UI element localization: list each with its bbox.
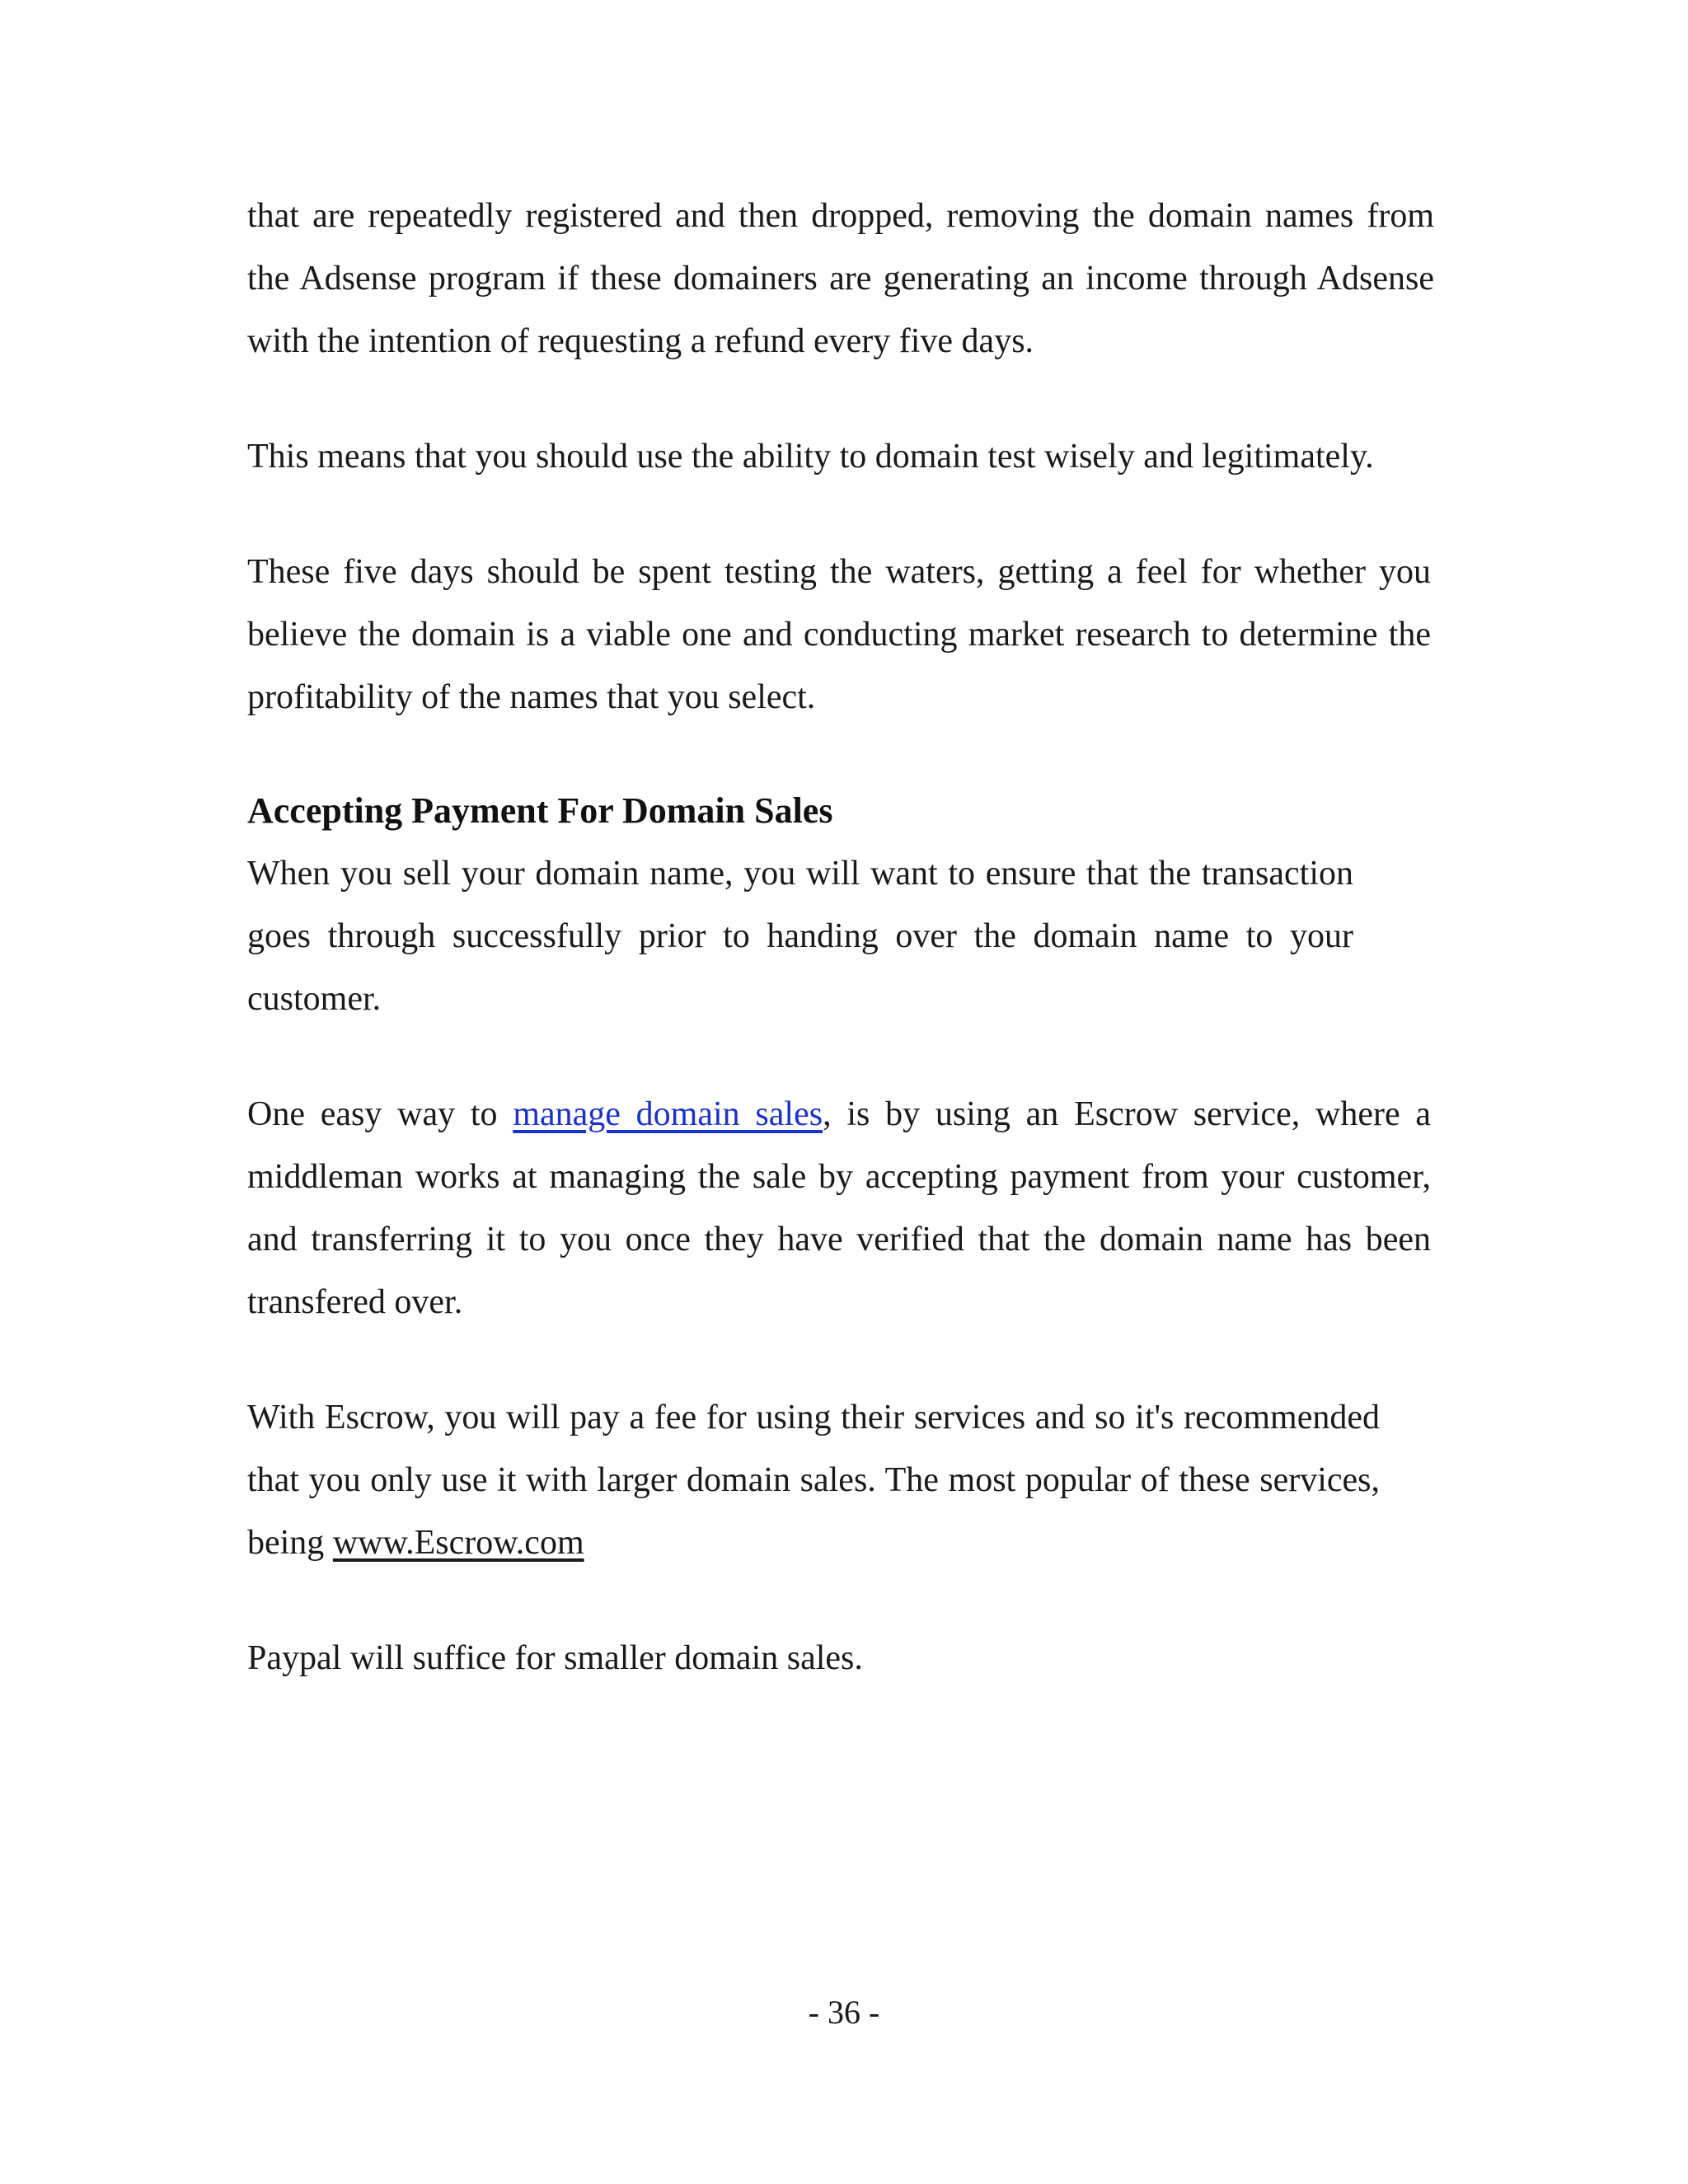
paragraph-escrow-service [247, 1083, 1431, 1333]
page-content [247, 185, 1434, 1690]
paragraph-escrow-text-after: , is by using an Escrow service, where a middleman works at managing the sale by accepting payment from your customer, and transferring it to you once they have verified that the domain name has been transfered over. [247, 1095, 1431, 1321]
section-heading: Accepting Payment For Domain Sales [247, 790, 833, 831]
paragraph-five-days-testing: These five days should be spent testing the waters, getting a feel for whether you believe the domain is a viable one and conducting market research to determine the profitability of the names that you select. [247, 553, 1431, 716]
paragraph-paypal: Paypal will suffice for smaller domain sales. [247, 1639, 863, 1677]
escrow-website-link[interactable]: www.Escrow.com [332, 1524, 584, 1562]
paragraph-escrow-fee-text: With Escrow, you will pay a fee for using their services and so it's recommended that you only use it with larger domain sales. The most popular of these services, being [247, 1399, 1380, 1562]
paragraph-adsense-refund: that are repeatedly registered and then dropped, removing the domain names from the Adsense program if these domainers are generating an income through Adsense with the intention of requesting a refund every five days. [247, 197, 1434, 360]
paragraph-domain-test-wisely: This means that you should use the ability to domain test wisely and legitimately. [247, 438, 1374, 476]
paragraph-escrow-fee [247, 1386, 1380, 1574]
manage-domain-sales-link[interactable]: manage domain sales [513, 1095, 823, 1133]
page-number: - 36 - [808, 1994, 880, 2031]
paragraph-sell-domain: When you sell your domain name, you will want to ensure that the transaction goes through successfully prior to handing over the domain name to your customer. [247, 855, 1353, 1018]
paragraph-escrow-text-before: One easy way to [247, 1095, 513, 1133]
